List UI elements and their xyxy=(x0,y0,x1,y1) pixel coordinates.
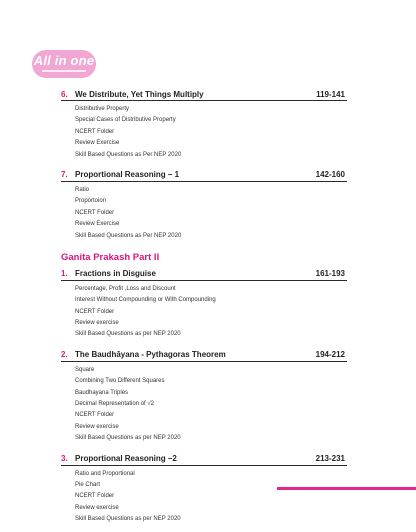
chapter-heading[interactable] xyxy=(61,169,347,182)
chapter-pages: 161-193 xyxy=(315,269,345,279)
topic-item: Review exercise xyxy=(75,320,119,327)
chapter-entry xyxy=(61,169,347,242)
chapter-number: 1. xyxy=(61,269,68,279)
chapter-entry xyxy=(61,88,347,161)
topic-item: Review exercise xyxy=(75,423,119,430)
chapter-group-a xyxy=(61,88,347,242)
topic-item: Review Exercise xyxy=(75,221,120,228)
topic-item: Ratio and Proportional xyxy=(75,470,135,477)
topic-item: Skill Based Questions as Per NEP 2020 xyxy=(75,232,182,239)
topic-item: Proportoion xyxy=(75,198,107,205)
topic-item: Square xyxy=(75,366,95,373)
chapter-number: 6. xyxy=(61,89,68,99)
chapter-pages: 142-160 xyxy=(315,170,345,180)
chapter-number: 7. xyxy=(61,170,68,180)
chapter-gap xyxy=(61,445,347,453)
chapter-pages: 194-212 xyxy=(315,350,345,360)
topic-item: Combining Two Different Squares xyxy=(75,378,165,385)
chapter-number: 2. xyxy=(61,350,68,360)
chapter-entry xyxy=(61,268,347,341)
topic-list xyxy=(61,182,347,242)
topic-item: NCERT Folder xyxy=(75,308,115,315)
chapter-title: We Distribute, Yet Things Multiply xyxy=(75,89,204,99)
chapter-title: Proportional Reasoning – 1 xyxy=(75,170,180,180)
topic-item: NCERT Folder xyxy=(75,493,115,500)
chapter-heading-left xyxy=(61,170,179,179)
chapter-heading[interactable] xyxy=(61,268,347,281)
topic-item: NCERT Folder xyxy=(75,128,115,135)
topic-item: Percentage, Profit ,Loss and Discount xyxy=(75,285,176,292)
topic-list xyxy=(61,466,347,526)
topic-item: Skill Based Questions as per NEP 2020 xyxy=(75,331,181,338)
logo-tagline-strip xyxy=(42,70,86,72)
chapter-pages: 213-231 xyxy=(315,454,345,464)
chapter-heading-left xyxy=(61,90,204,99)
topic-item: Decimal Representation of √2 xyxy=(75,401,154,408)
chapter-heading-left xyxy=(61,454,177,463)
table-of-contents xyxy=(61,88,347,526)
topic-item: Pie Chart xyxy=(75,481,101,488)
chapter-heading[interactable] xyxy=(61,349,347,362)
chapter-title: Fractions in Disguise xyxy=(75,269,156,279)
chapter-pages: 119-141 xyxy=(316,89,345,99)
brand-logo xyxy=(32,50,96,78)
topic-item: Skill Based Questions as per NEP 2020 xyxy=(75,435,181,442)
chapter-number: 3. xyxy=(61,454,68,464)
topic-list xyxy=(61,362,347,445)
logo-text: All in one xyxy=(33,53,95,68)
topic-item: Skill Based Questions as Per NEP 2020 xyxy=(75,151,182,158)
chapter-heading-left xyxy=(61,350,226,359)
topic-list xyxy=(61,101,347,161)
topic-item: Interest Without Compounding or With Compounding xyxy=(75,297,216,304)
chapter-title: Proportional Reasoning –2 xyxy=(75,454,177,464)
chapter-heading[interactable] xyxy=(61,453,347,466)
chapter-entry xyxy=(61,349,347,445)
chapter-heading[interactable] xyxy=(61,88,347,101)
topic-item: Ratio xyxy=(75,186,90,193)
chapter-title: The Baudhāyana - Pythagoras Theorem xyxy=(75,350,226,360)
chapter-gap xyxy=(61,161,347,169)
topic-item: NCERT Folder xyxy=(75,209,115,216)
part-title: Ganita Prakash Part II xyxy=(61,251,160,263)
topic-item: NCERT Folder xyxy=(75,412,115,419)
topic-list xyxy=(61,281,347,341)
topic-item: Distributive Property xyxy=(75,106,130,112)
topic-item: Baudhayana Triples xyxy=(75,389,129,396)
footer-accent-bar xyxy=(277,487,416,490)
chapter-gap xyxy=(61,341,347,349)
chapter-heading-left xyxy=(61,269,156,278)
topic-item: Review Exercise xyxy=(75,140,120,147)
topic-item: Review exercise xyxy=(75,504,119,511)
topic-item: Skill Based Questions as per NEP 2020 xyxy=(75,516,181,523)
topic-item: Special Cases of Distributive Property xyxy=(75,117,176,124)
